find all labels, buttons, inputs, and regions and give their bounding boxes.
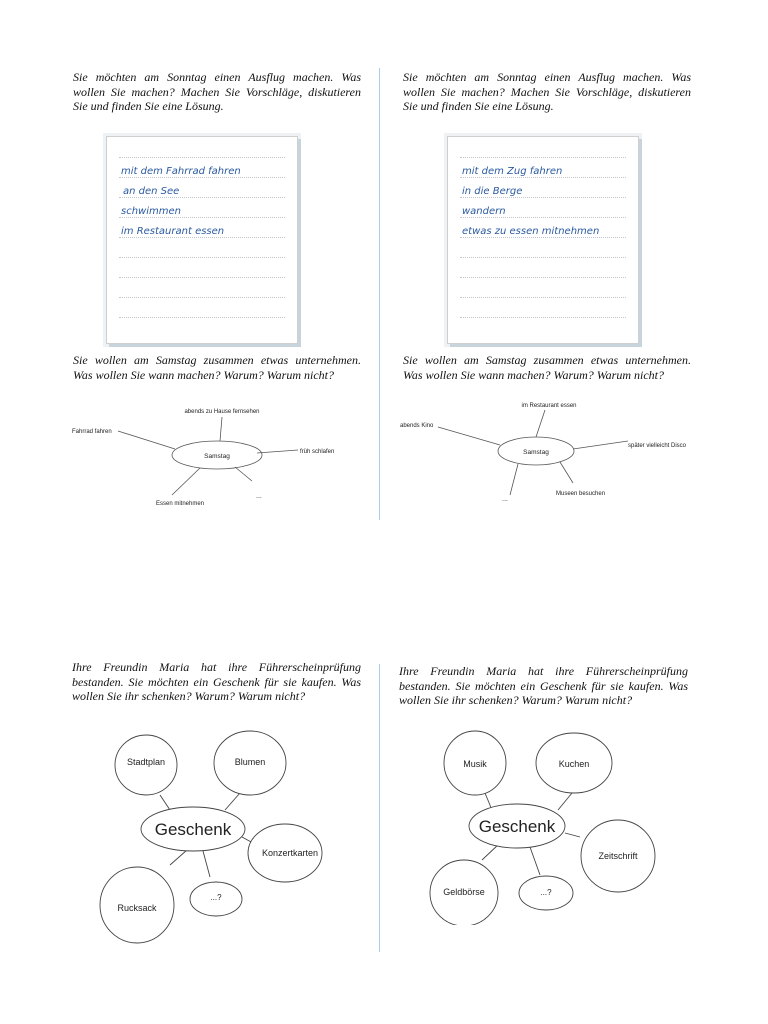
prompt-line: bestanden. Sie möchten ein Geschenk für sie kaufen. Was <box>399 678 688 693</box>
mindmap-saturday-right <box>388 395 708 515</box>
prompt-sunday-right <box>403 70 691 114</box>
prompt-line: wollen Sie machen? Machen Sie Vorschläge, diskutieren <box>73 84 361 99</box>
branch-label: abends Kino <box>400 423 434 429</box>
prompt-line: Ihre Freundin Maria hat ihre Führerscheinprüfung <box>399 664 688 678</box>
bubble-label: Geldbörse <box>443 887 485 897</box>
mindmap-center: Geschenk <box>478 817 556 836</box>
prompt-saturday-right <box>403 353 691 382</box>
branch-label: Museen besuchen <box>556 491 606 497</box>
bubble-label: Stadtplan <box>126 757 166 767</box>
branch-label: ... <box>502 496 508 503</box>
bubble-label: Kuchen <box>558 759 590 769</box>
prompt-line: Was wollen Sie wann machen? Warum? Warum nicht? <box>403 367 664 382</box>
prompt-line: Sie möchten am Sonntag einen Ausflug machen. Was <box>73 70 361 84</box>
bubble-label: Blumen <box>234 757 266 767</box>
branch-label: Fahrrad fahren <box>72 429 112 435</box>
prompt-line: Ihre Freundin Maria hat ihre Führerscheinprüfung <box>72 660 361 674</box>
bubble-label: ...? <box>210 893 222 902</box>
divider-top <box>379 68 380 520</box>
card-item: an den See <box>123 186 180 197</box>
prompt-saturday-left <box>73 353 361 382</box>
note-card-right <box>447 136 639 344</box>
mindmap-center: Samstag <box>204 453 230 460</box>
prompt-line: Was wollen Sie wann machen? Warum? Warum nicht? <box>73 367 334 382</box>
bubble-label: Zeitschrift <box>598 851 638 861</box>
prompt-line: Sie und finden Sie eine Lösung. <box>403 99 554 113</box>
card-item: wandern <box>462 206 506 217</box>
branch-label: Essen mitnehmen <box>156 501 205 507</box>
bubble-label: ...? <box>540 888 552 897</box>
card-item: im Restaurant essen <box>121 226 225 237</box>
prompt-gift-left <box>72 660 361 704</box>
branch-label: früh schlafen <box>300 449 335 455</box>
card-item: in die Berge <box>462 186 523 197</box>
mindmap-gift-right <box>420 725 670 925</box>
prompt-line: wollen Sie ihr schenken? Warum? Warum nicht? <box>72 689 306 703</box>
prompt-gift-right <box>399 664 688 708</box>
mindmap-saturday-left <box>60 395 370 515</box>
prompt-line: bestanden. Sie möchten ein Geschenk für sie kaufen. Was <box>72 674 361 689</box>
bubble-label: Konzertkarten <box>261 848 319 858</box>
prompt-line: wollen Sie ihr schenken? Warum? Warum nicht? <box>399 693 633 707</box>
prompt-sunday-left <box>73 70 361 114</box>
prompt-line: Sie wollen am Samstag zusammen etwas unternehmen. <box>73 353 361 367</box>
branch-label: im Restaurant essen <box>521 403 577 409</box>
mindmap-center: Geschenk <box>154 820 232 839</box>
prompt-line: Sie und finden Sie eine Lösung. <box>73 99 224 113</box>
prompt-line: wollen Sie machen? Machen Sie Vorschläge, diskutieren <box>403 84 691 99</box>
bubble-label: Musik <box>463 759 487 769</box>
branch-label: ... <box>256 493 262 500</box>
branch-label: abends zu Hause fernsehen <box>184 409 260 415</box>
divider-bottom <box>379 664 380 952</box>
card-item: schwimmen <box>121 206 181 217</box>
mindmap-center: Samstag <box>523 449 549 456</box>
card-item: mit dem Fahrrad fahren <box>121 166 241 177</box>
prompt-line: Sie möchten am Sonntag einen Ausflug machen. Was <box>403 70 691 84</box>
mindmap-gift-left <box>95 725 370 950</box>
prompt-line: Sie wollen am Samstag zusammen etwas unternehmen. <box>403 353 691 367</box>
card-item: etwas zu essen mitnehmen <box>462 226 600 237</box>
branch-label: später vielleicht Disco <box>628 443 687 449</box>
bubble-label: Rucksack <box>117 903 157 913</box>
card-item: mit dem Zug fahren <box>462 166 563 177</box>
note-card-left <box>106 136 298 344</box>
